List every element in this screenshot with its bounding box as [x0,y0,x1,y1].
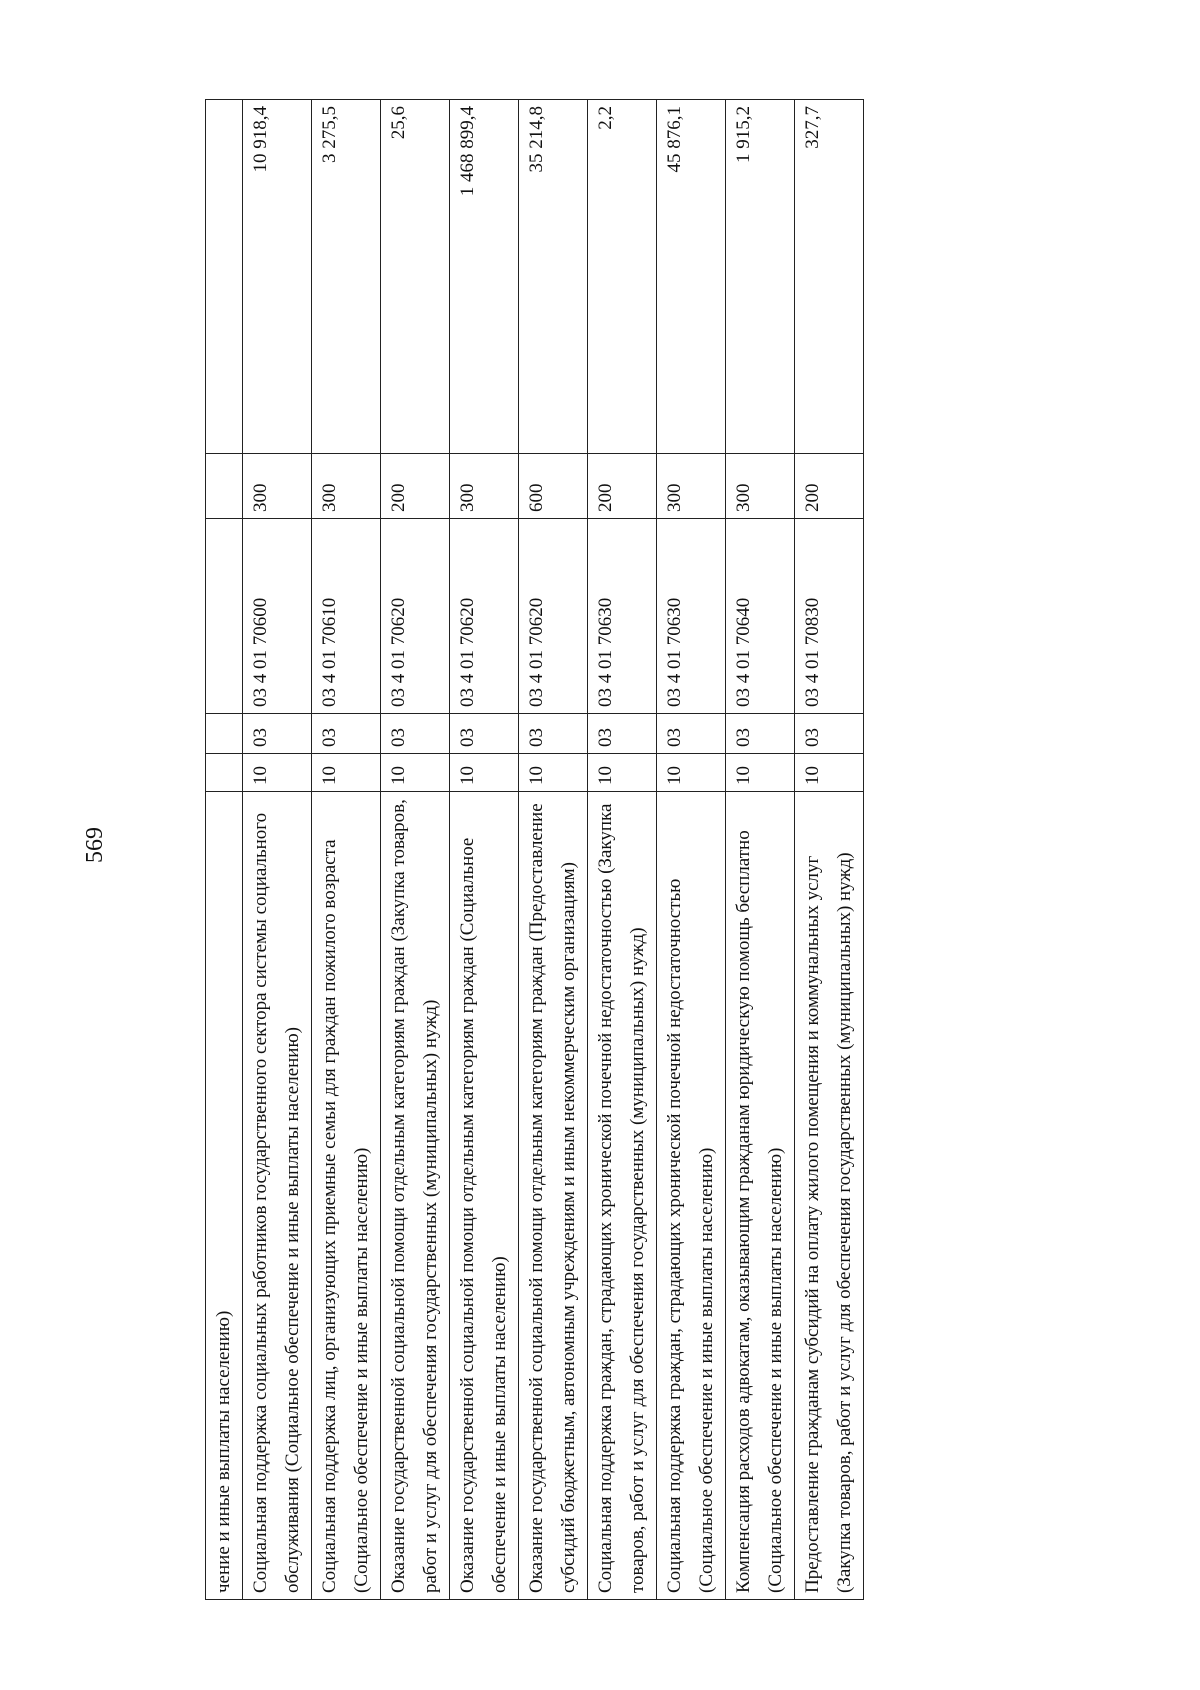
row-amount: 2,2 [588,100,657,454]
table-row [450,100,519,1600]
table-row [795,100,864,1600]
row-name: Предоставление гражданам субсидий на оплату жилого помещения и коммунальных услуг (Закупка товаров, работ и услуг для обеспечения государственных (муниципальных) нужд) [795,792,864,1600]
row-subsection: 03 [450,714,519,754]
row-target-article: 03 4 01 70830 [795,519,864,714]
row-target-article: 03 4 01 70620 [450,519,519,714]
table-row [588,100,657,1600]
row-expense-type: 300 [450,454,519,519]
row-amount: 327,7 [795,100,864,454]
row-section: 10 [726,754,795,792]
row-section: 10 [588,754,657,792]
row-subsection: 03 [519,714,588,754]
row-expense-type: 200 [381,454,450,519]
table-row [519,100,588,1600]
row-target-article: 03 4 01 70640 [726,519,795,714]
row-amount: 1 468 899,4 [450,100,519,454]
row-target-article: 03 4 01 70620 [519,519,588,714]
table-row [312,100,381,1600]
row-section: 10 [312,754,381,792]
row-subsection [206,714,243,754]
row-name: чение и иные выплаты населению) [206,792,243,1600]
budget-table [205,99,864,1600]
row-target-article: 03 4 01 70620 [381,519,450,714]
row-target-article [206,519,243,714]
row-expense-type: 300 [657,454,726,519]
row-amount: 10 918,4 [243,100,312,454]
row-expense-type: 300 [243,454,312,519]
table-row [206,100,243,1600]
row-name: Социальная поддержка социальных работников государственного сектора системы социального обслуживания (Социальное обеспечение и иные выплаты населению) [243,792,312,1600]
row-section: 10 [243,754,312,792]
row-name: Оказание государственной социальной помощи отдельным категориям граждан (Закупка товаров, работ и услуг для обеспечения государственных (муниципальных) нужд) [381,792,450,1600]
row-target-article: 03 4 01 70600 [243,519,312,714]
row-subsection: 03 [795,714,864,754]
row-amount [206,100,243,454]
row-section: 10 [795,754,864,792]
row-name: Социальная поддержка граждан, страдающих хронической почечной недостаточностью (Социальное обеспечение и иные выплаты населению) [657,792,726,1600]
row-section: 10 [381,754,450,792]
row-expense-type: 200 [795,454,864,519]
row-name: Компенсация расходов адвокатам, оказывающим гражданам юридическую помощь бесплатно (Социальное обеспечение и иные выплаты населению) [726,792,795,1600]
row-name: Социальная поддержка лиц, организующих приемные семьи для граждан пожилого возраста (Социальное обеспечение и иные выплаты населению) [312,792,381,1600]
page-number: 569 [82,827,108,863]
row-subsection: 03 [588,714,657,754]
row-target-article: 03 4 01 70610 [312,519,381,714]
row-name: Оказание государственной социальной помощи отдельным категориям граждан (Социальное обеспечение и иные выплаты населению) [450,792,519,1600]
row-amount: 1 915,2 [726,100,795,454]
row-expense-type: 600 [519,454,588,519]
row-section: 10 [657,754,726,792]
row-name: Социальная поддержка граждан, страдающих хронической почечной недостаточностью (Закупка товаров, работ и услуг для обеспечения государственных (муниципальных) нужд) [588,792,657,1600]
row-name: Оказание государственной социальной помощи отдельным категориям граждан (Предоставление субсидий бюджетным, автономным учреждениям и иным некоммерческим организациям) [519,792,588,1600]
row-section [206,754,243,792]
row-amount: 45 876,1 [657,100,726,454]
row-amount: 25,6 [381,100,450,454]
table-row [726,100,795,1600]
row-amount: 3 275,5 [312,100,381,454]
row-subsection: 03 [243,714,312,754]
row-subsection: 03 [381,714,450,754]
row-expense-type: 200 [588,454,657,519]
row-subsection: 03 [312,714,381,754]
row-target-article: 03 4 01 70630 [657,519,726,714]
row-amount: 35 214,8 [519,100,588,454]
row-expense-type: 300 [726,454,795,519]
row-expense-type: 300 [312,454,381,519]
row-target-article: 03 4 01 70630 [588,519,657,714]
row-section: 10 [450,754,519,792]
table-row [243,100,312,1600]
row-subsection: 03 [657,714,726,754]
row-subsection: 03 [726,714,795,754]
table-row [381,100,450,1600]
table-row [657,100,726,1600]
row-expense-type [206,454,243,519]
row-section: 10 [519,754,588,792]
